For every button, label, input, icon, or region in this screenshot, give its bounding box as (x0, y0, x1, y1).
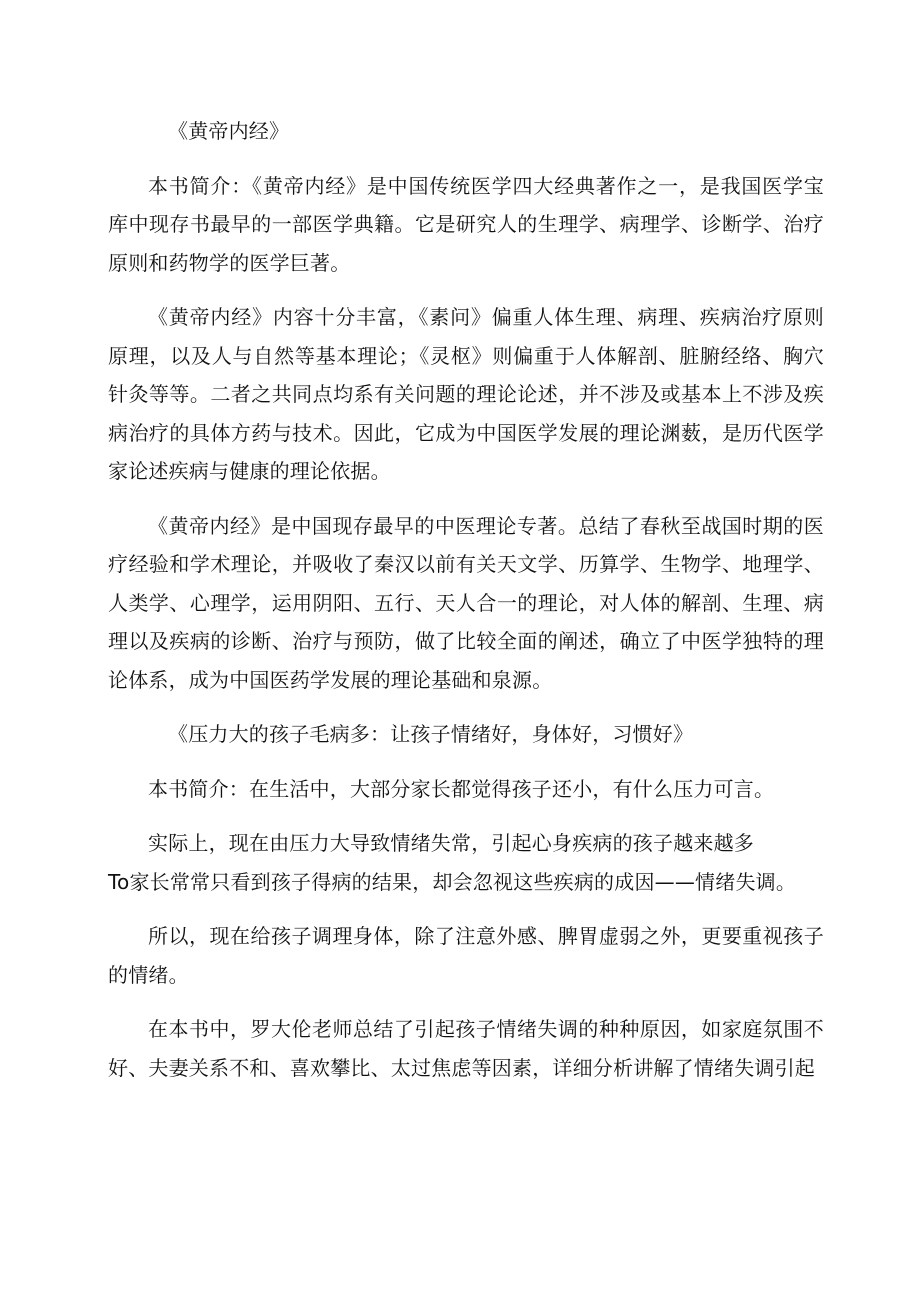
book2-paragraph-4: 在本书中，罗大伦老师总结了引起孩子情绪失调的种种原因，如家庭氛围不好、夫妻关系不和、喜欢攀比、太过焦虑等因素，详细分析讲解了情绪失调引起 (108, 1017, 824, 1080)
document-page (108, 112, 824, 1087)
book1-title: 《黄帝内经》 (168, 119, 290, 143)
book2-intro: 本书简介：在生活中，大部分家长都觉得孩子还小，有什么压力可言。 (148, 776, 775, 801)
book2-paragraph-3: 所以，现在给孩子调理身体，除了注意外感、脾胃虚弱之外，更要重视孩子的情绪。 (108, 924, 824, 987)
book1-paragraph-2: 《黄帝内经》内容十分丰富，《素问》偏重人体生理、病理、疾病治疗原则原理，以及人与自然等基本理论；《灵枢》则偏重于人体解剖、脏腑经络、胸穴针灸等等。二者之共同点均系有关问题的理论论述，并不涉及或基本上不涉及疾病治疗的具体方药与技术。因此，它成为中国医学发展的理论渊薮，是历代医学家论述疾病与健康的理论依据。 (108, 305, 824, 483)
book1-intro: 本书简介：《黄帝内经》是中国传统医学四大经典著作之一，是我国医学宝库中现存书最早的一部医学典籍。它是研究人的生理学、病理学、诊断学、治疗原则和药物学的医学巨著。 (108, 173, 824, 275)
book1-paragraph-3: 《黄帝内经》是中国现存最早的中医理论专著。总结了春秋至战国时期的医疗经验和学术理论，并吸收了秦汉以前有关天文学、历算学、生物学、地理学、人类学、心理学，运用阴阳、五行、天人合一的理论，对人体的解剖、生理、病理以及疾病的诊断、治疗与预防，做了比较全面的阐述，确立了中医学独特的理论体系，成为中国医药学发展的理论基础和泉源。 (108, 513, 824, 692)
book2-title: 《压力大的孩子毛病多：让孩子情绪好，身体好，习惯好》 (168, 722, 694, 746)
book2-paragraph-2a: 实际上，现在由压力大导致情绪失常，引起心身疾病的孩子越来越多 (148, 831, 754, 855)
book2-paragraph-2b: To家长常常只看到孩子得病的结果，却会忽视这些疾病的成因——情绪失调。 (108, 869, 797, 894)
